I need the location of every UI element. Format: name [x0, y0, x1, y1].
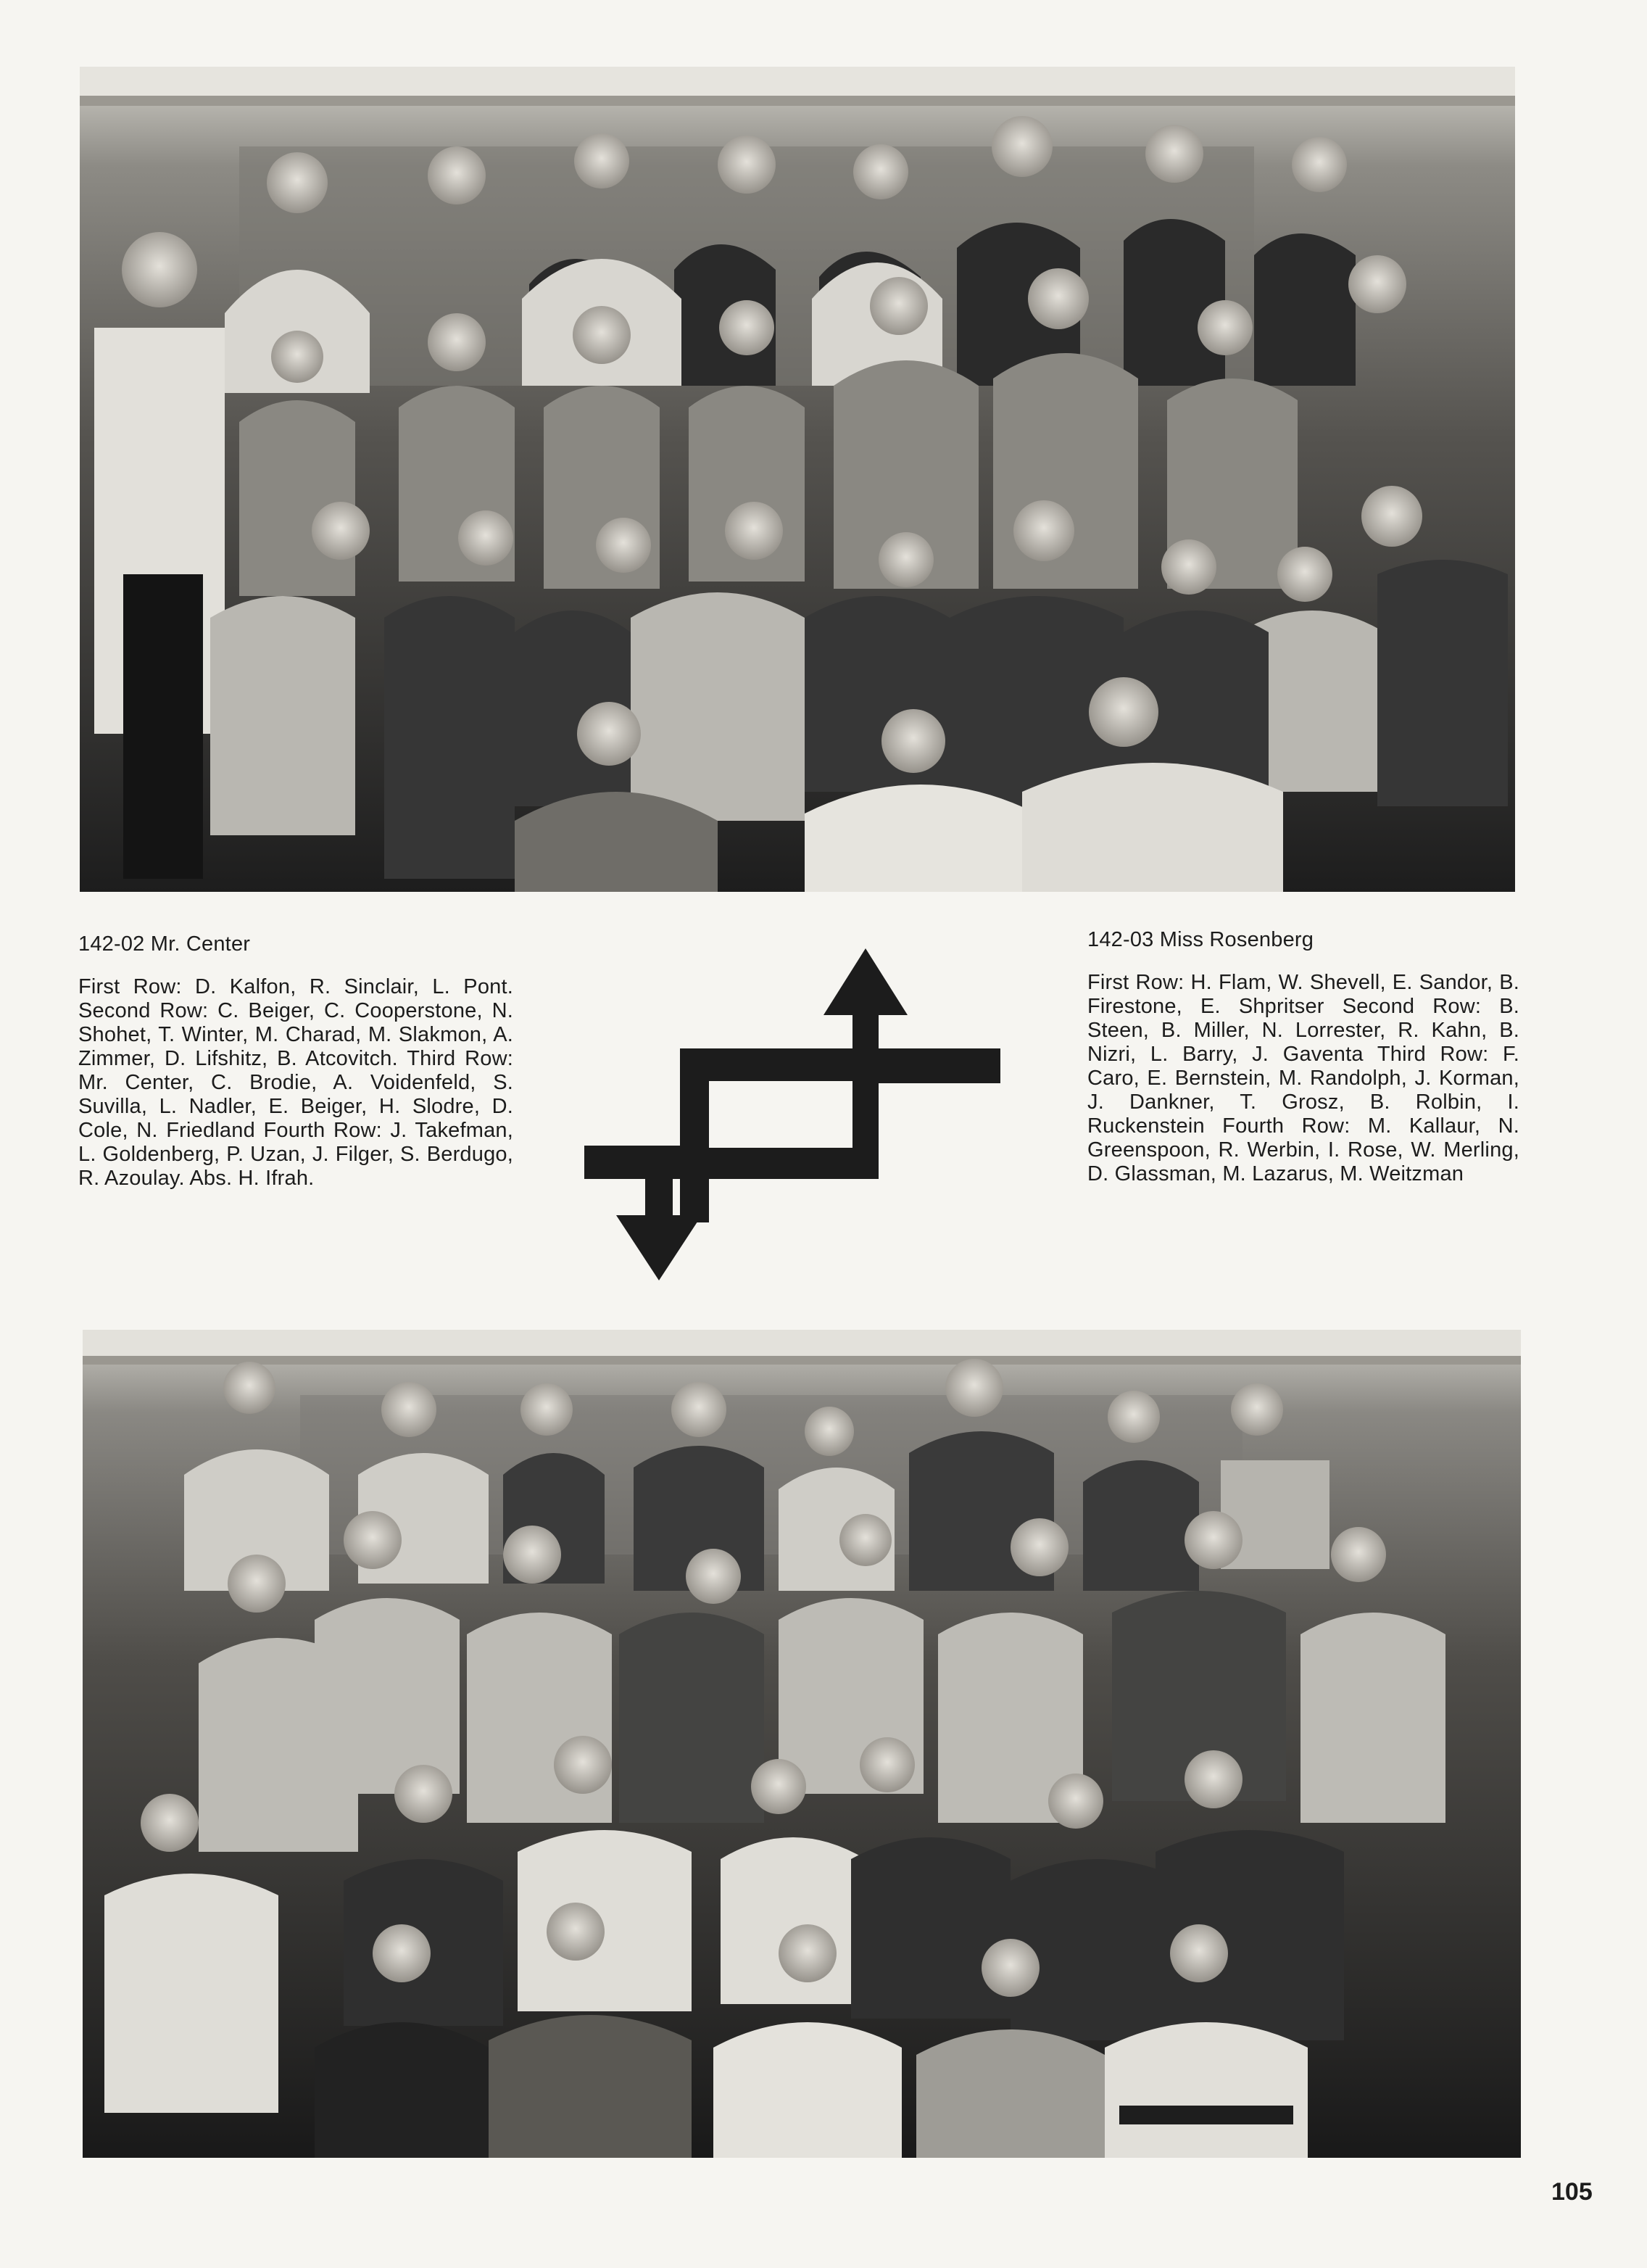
class-roster: First Row: H. Flam, W. Shevell, E. Sandor, B. Firestone, E. Shpritser Second Row: B. Steen, B. Miller, N. Lorrester, R. Kahn, B. Nizri, L. Barry, J. Gaventa Third Row: F. Caro, E. Bernstein, M. Randolph, J. Korman, J. Dankner, T. Grosz, B. Rolbin, I. Ruckenstein Fourth Row: M. Kallaur, N. Greenspoon, R. Werbin, I. Rose, W. Merling, D. Glassman, M. Lazarus, M. Weitzman	[1087, 971, 1519, 1185]
class-photo-142-03-image	[83, 1330, 1521, 2158]
school-arrow-emblem	[584, 945, 1002, 1280]
class-title: 142-02 Mr. Center	[78, 932, 251, 956]
class-photo-142-03	[83, 1330, 1521, 2158]
caption-142-03	[1087, 928, 1519, 1186]
class-roster: First Row: D. Kalfon, R. Sinclair, L. Pont. Second Row: C. Beiger, C. Cooperstone, N. Shohet, T. Winter, M. Charad, M. Slakmon, A. Zimmer, D. Lifshitz, B. Atcovitch. Third Row: Mr. Center, C. Brodie, A. Voidenfeld, S. Suvilla, L. Nadler, E. Beiger, H. Slodre, D. Cole, N. Friedland Fourth Row: J. Takefman, L. Goldenberg, P. Uzan, J. Filger, S. Berdugo, R. Azoulay. Abs. H. Ifrah.	[78, 975, 513, 1190]
page-number: 105	[1551, 2178, 1593, 2206]
class-title: 142-03 Miss Rosenberg	[1087, 928, 1314, 951]
arrow-emblem-icon	[584, 945, 1002, 1280]
class-photo-142-02	[80, 67, 1515, 892]
caption-142-02	[78, 932, 513, 1191]
class-photo-142-02-image	[80, 67, 1515, 892]
